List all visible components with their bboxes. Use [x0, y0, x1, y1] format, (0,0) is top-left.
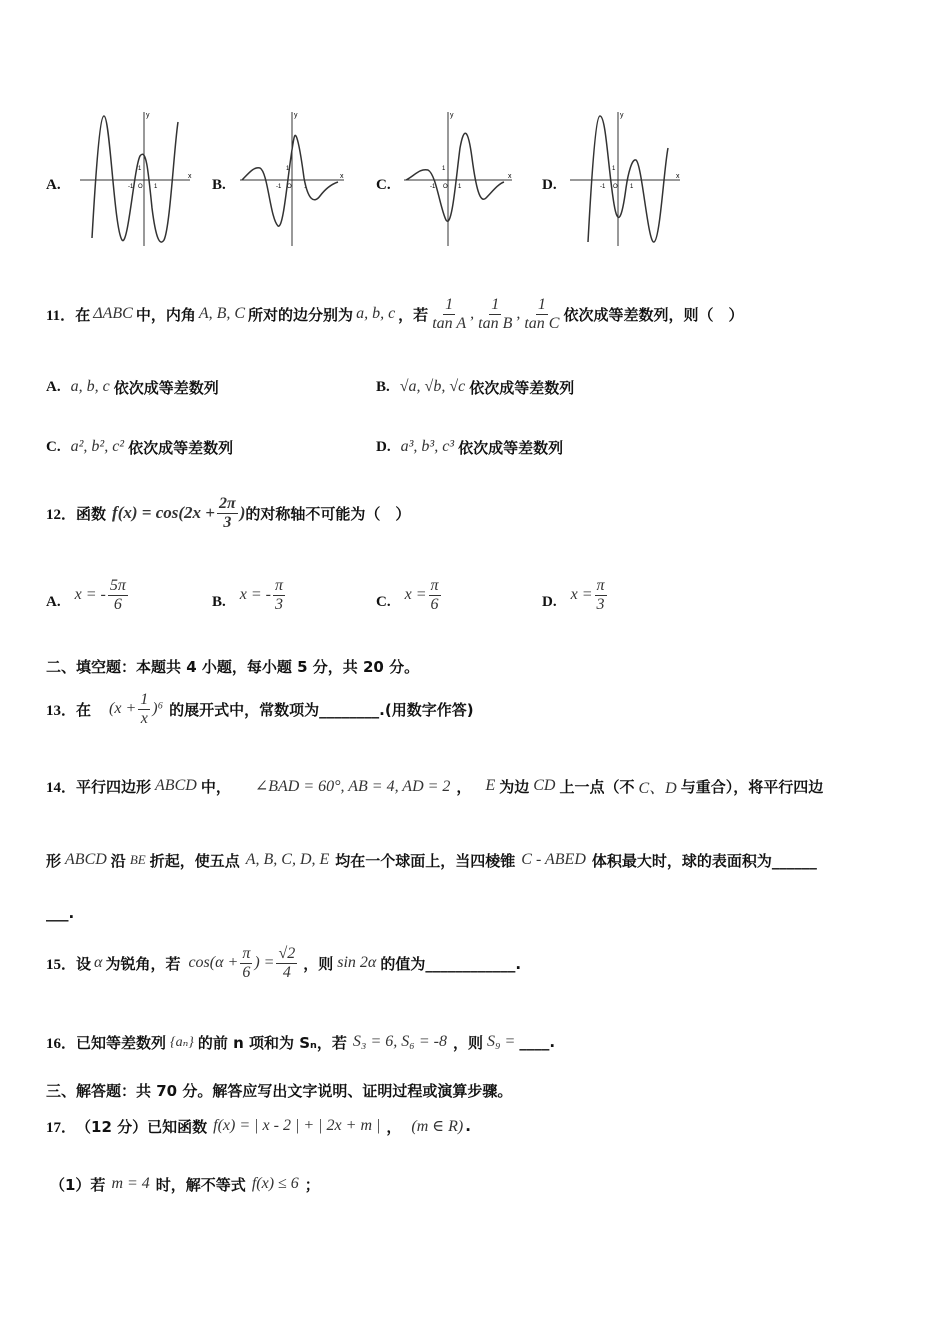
fraction-1-tan-b: $\frac{1}{\text{tan B}}$ [478, 295, 513, 332]
x-axis-label: x [188, 173, 192, 180]
q14-line-2: 形 ABCD 沿 BE 折起，使五点 A, B, C, D, E 均在一个球面上，当四棱锥 C - ABED 体积最大时，球的表面积为______ [46, 851, 817, 870]
svg-text:-1: -1 [600, 184, 606, 190]
q17-stem: 17． （12 分）已知函数 f(x) = | x - 2 | + | 2x + m | ， (m ∈ R) . [46, 1117, 471, 1136]
q11-option-d[interactable]: D. a³, b³, c³ 依次成等差数列 [376, 438, 564, 457]
q13-number: 13． [46, 702, 77, 719]
svg-text:O: O [613, 184, 618, 190]
option-c-graph [402, 108, 518, 250]
q14-number: 14． [46, 779, 77, 796]
svg-text:-1: -1 [128, 184, 134, 190]
svg-text:1: 1 [458, 184, 462, 190]
q11-option-c[interactable]: C. a², b², c² 依次成等差数列 [46, 438, 234, 457]
svg-text:x: x [508, 173, 512, 180]
option-b-graph [238, 108, 350, 250]
svg-text:y: y [294, 112, 298, 119]
section-3-heading: 三、解答题：共 70 分。解答应写出文字说明、证明过程或演算步骤。 [46, 1082, 513, 1100]
svg-text:1: 1 [442, 166, 446, 172]
q17-part-1: （1）若 m = 4 时，解不等式 f(x) ≤ 6 ； [50, 1175, 320, 1194]
q11-stem: 11． 在 ΔABC 中，内角 A, B, C 所对的边分别为 a, b, c ，若 $\frac{1}{\text{tan A}}$ , $\frac{1}{\text{tan B}}$ , $\frac{1}{\text{tan C}}$ 依次成等差数列，则（ ） [46, 295, 744, 332]
svg-text:O: O [138, 184, 143, 190]
svg-text:1: 1 [630, 184, 634, 190]
q13-stem: 13． 在 (x + $\frac{1}{x}$ )⁶ 的展开式中，常数项为________.(用数字作答) [46, 690, 474, 727]
fraction-2pi-3: $\frac{2\pi}{3}$ [218, 494, 236, 531]
q11-option-a[interactable]: A. a, b, c 依次成等差数列 [46, 378, 219, 397]
svg-text:O: O [443, 184, 448, 190]
svg-text:1: 1 [154, 184, 158, 190]
option-a-label: A. [46, 177, 61, 193]
y-axis-label: y [146, 112, 150, 119]
svg-text:-1: -1 [276, 184, 282, 190]
svg-text:x: x [676, 173, 680, 180]
q16-stem: 16． 已知等差数列 {aₙ} 的前 n 项和为 Sₙ，若 S₃ = 6, S₆ = -8 ，则 S₉ = ____. [46, 1033, 556, 1052]
q12-option-b[interactable]: B. x = - $\frac{\pi}{3}$ [212, 576, 284, 613]
q14-line-3: ___. [46, 904, 75, 922]
svg-text:1: 1 [286, 166, 290, 172]
q12-option-a[interactable]: A. x = - $\frac{5\pi}{6}$ [46, 576, 126, 613]
fraction-1-tan-a: $\frac{1}{\text{tan A}}$ [432, 295, 467, 332]
q14-line-1: 14． 平行四边形 ABCD 中， ∠BAD = 60°, AB = 4, AD = 2 ， E 为边 CD 上一点（不 C、D 与重合），将平行四边 [46, 777, 824, 797]
triangle-abc: ΔABC [93, 305, 133, 322]
q12-option-c[interactable]: C. x = $\frac{\pi}{6}$ [376, 576, 439, 613]
option-b-label: B. [212, 177, 226, 193]
svg-text:y: y [450, 112, 454, 119]
svg-text:-1: -1 [430, 184, 436, 190]
q11-option-b[interactable]: B. √a, √b, √c 依次成等差数列 [376, 378, 575, 397]
option-d-graph [568, 108, 686, 250]
q11-number: 11． [46, 307, 76, 324]
svg-text:1: 1 [612, 166, 616, 172]
q12-option-d[interactable]: D. x = $\frac{\pi}{3}$ [542, 576, 605, 613]
section-2-heading: 二、填空题：本题共 4 小题，每小题 5 分，共 20 分。 [46, 658, 420, 676]
svg-text:y: y [620, 112, 624, 119]
q12-stem: 12． 函数 f(x) = cos(2x + $\frac{2\pi}{3}$ ) 的对称轴不可能为（ ） [46, 494, 411, 531]
fraction-1-tan-c: $\frac{1}{\text{tan C}}$ [524, 295, 560, 332]
svg-text:1: 1 [304, 184, 308, 190]
q17-number: 17． [46, 1119, 77, 1136]
q15-stem: 15． 设 α 为锐角，若 cos(α + $\frac{\pi}{6}$ ) = $\frac{√2}{4}$ ，则 sin 2α 的值为____________. [46, 944, 522, 981]
option-c-label: C. [376, 177, 391, 193]
q15-number: 15． [46, 956, 77, 973]
option-a-graph [78, 108, 196, 250]
q16-number: 16． [46, 1035, 77, 1052]
option-d-label: D. [542, 177, 557, 193]
svg-text:x: x [340, 173, 344, 180]
svg-text:1: 1 [138, 166, 142, 172]
svg-text:O: O [287, 184, 292, 190]
q12-number: 12． [46, 506, 77, 523]
